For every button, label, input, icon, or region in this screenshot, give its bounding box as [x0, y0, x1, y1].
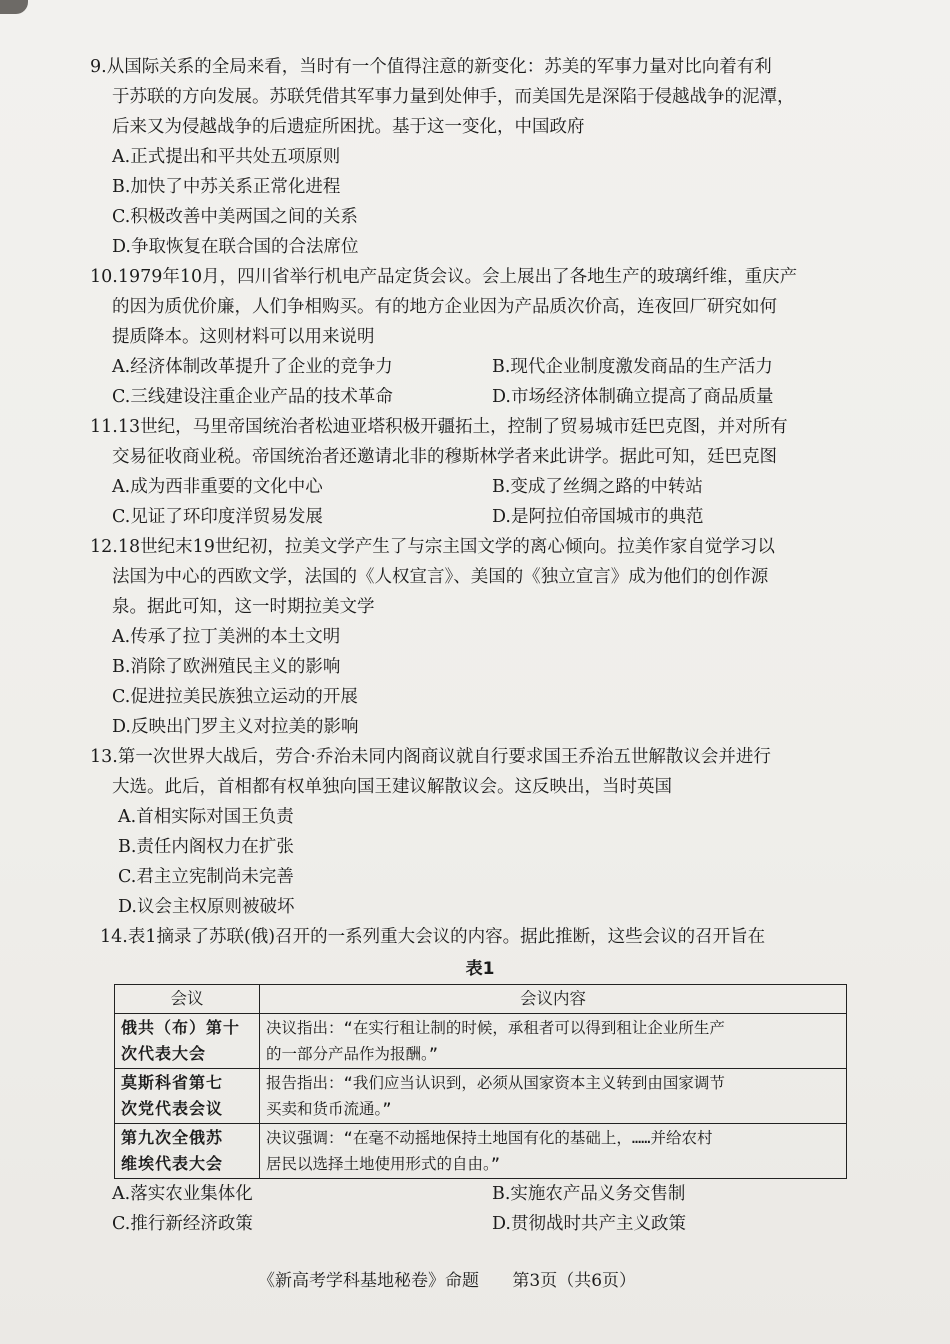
- question-10-line-3: 提质降本。这则材料可以用来说明: [112, 327, 375, 347]
- meeting-name-line: 次党代表会议: [121, 1099, 224, 1118]
- footer-title: 《新高考学科基地秘卷》命题: [258, 1271, 479, 1291]
- table-caption: 表1: [465, 959, 495, 979]
- question-14-option-a: A.落实农业集体化: [112, 1184, 253, 1204]
- meeting-content-line: 决议强调：“在毫不动摇地保持土地国有化的基础上，……并给农村: [266, 1129, 713, 1147]
- question-11-options-row-2: [90, 502, 870, 532]
- meeting-name-line: 维埃代表大会: [121, 1154, 224, 1173]
- meeting-name-line: 第九次全俄苏: [121, 1128, 224, 1147]
- table-cell-meeting-name: [115, 1069, 260, 1124]
- question-11-line-1: 11.13世纪，马里帝国统治者松迪亚塔积极开疆拓土，控制了贸易城市廷巴克图，并对所有: [90, 417, 788, 437]
- footer-page-number: 第3页（共6页）: [512, 1271, 637, 1291]
- table-cell-meeting-name: [115, 1014, 260, 1069]
- meeting-content-line: 报告指出：“我们应当认识到，必须从国家资本主义转到由国家调节: [266, 1074, 725, 1092]
- page-footer: [258, 1266, 636, 1291]
- question-12: [90, 532, 870, 742]
- question-10-option-a: A.经济体制改革提升了企业的竞争力: [112, 357, 393, 377]
- question-9: [90, 52, 870, 262]
- table-cell-meeting-content: [260, 1124, 847, 1179]
- question-14-option-b: B.实施农产品义务交售制: [492, 1184, 686, 1204]
- question-10: [90, 262, 870, 412]
- question-9-option-a: A.正式提出和平共处五项原则: [112, 147, 341, 167]
- questions-area: [90, 52, 870, 1239]
- table-cell-meeting-name: [115, 1124, 260, 1179]
- page-corner-shadow: [0, 0, 28, 14]
- question-13-option-d: D.议会主权原则被破坏: [118, 897, 295, 917]
- question-10-option-d: D.市场经济体制确立提高了商品质量: [492, 387, 774, 407]
- question-13: [90, 742, 870, 922]
- question-11-option-b: B.变成了丝绸之路的中转站: [492, 477, 703, 497]
- meeting-name-line: 次代表大会: [121, 1044, 207, 1063]
- question-14-options-row-1: [90, 1179, 870, 1209]
- question-9-line-1: 9.从国际关系的全局来看，当时有一个值得注意的新变化：苏美的军事力量对比向着有利: [90, 57, 772, 77]
- table-header-row: [115, 985, 847, 1014]
- question-10-option-c: C.三线建设注重企业产品的技术革命: [112, 387, 393, 407]
- question-12-line-2: 法国为中心的西欧文学，法国的《人权宣言》、美国的《独立宣言》成为他们的创作源: [112, 567, 769, 587]
- question-12-option-b: B.消除了欧洲殖民主义的影响: [112, 657, 341, 677]
- table-row: [115, 1069, 847, 1124]
- question-10-line-1: 10.1979年10月，四川省举行机电产品定货会议。会上展出了各地生产的玻璃纤维，重庆产: [90, 267, 798, 287]
- question-10-option-b: B.现代企业制度激发商品的生产活力: [492, 357, 773, 377]
- meeting-content-line: 居民以选择土地使用形式的自由。”: [266, 1155, 501, 1173]
- meeting-content-line: 买卖和货币流通。”: [266, 1100, 392, 1118]
- question-9-option-d: D.争取恢复在联合国的合法席位: [112, 237, 359, 257]
- question-9-option-c: C.积极改善中美两国之间的关系: [112, 207, 358, 227]
- question-9-line-3: 后来又为侵越战争的后遗症所困扰。基于这一变化，中国政府: [112, 117, 585, 137]
- table-header-meeting: 会议: [115, 985, 260, 1014]
- question-11-line-2: 交易征收商业税。帝国统治者还邀请北非的穆斯林学者来此讲学。据此可知，廷巴克图: [112, 447, 777, 467]
- question-13-option-a: A.首相实际对国王负责: [118, 807, 294, 827]
- meeting-name-line: 俄共（布）第十: [121, 1018, 241, 1037]
- question-10-options-row-2: [90, 382, 870, 412]
- question-14: [90, 922, 870, 1239]
- question-13-line-1: 13.第一次世界大战后，劳合·乔治未同内阁商议就自行要求国王乔治五世解散议会并进行: [90, 747, 771, 767]
- meetings-table: [114, 984, 847, 1179]
- question-9-line-2: 于苏联的方向发展。苏联凭借其军事力量到处伸手，而美国先是深陷于侵越战争的泥潭，: [112, 87, 795, 107]
- question-11-option-a: A.成为西非重要的文化中心: [112, 477, 323, 497]
- question-12-line-3: 泉。据此可知，这一时期拉美文学: [112, 597, 375, 617]
- question-12-option-c: C.促进拉美民族独立运动的开展: [112, 687, 358, 707]
- question-14-option-d: D.贯彻战时共产主义政策: [492, 1214, 686, 1234]
- table-cell-meeting-content: [260, 1069, 847, 1124]
- meeting-content-line: 的一部分产品作为报酬。”: [266, 1045, 439, 1063]
- table-cell-meeting-content: [260, 1014, 847, 1069]
- question-9-option-b: B.加快了中苏关系正常化进程: [112, 177, 341, 197]
- question-12-line-1: 12.18世纪末19世纪初，拉美文学产生了与宗主国文学的离心倾向。拉美作家自觉学习以: [90, 537, 775, 557]
- table-row: [115, 1124, 847, 1179]
- table-row: [115, 1014, 847, 1069]
- question-14-options-row-2: [90, 1209, 870, 1239]
- question-14-stem: 14.表1摘录了苏联(俄)召开的一系列重大会议的内容。据此推断，这些会议的召开旨在: [100, 927, 766, 947]
- meeting-name-line: 莫斯科省第七: [121, 1073, 224, 1092]
- question-11-option-c: C.见证了环印度洋贸易发展: [112, 507, 323, 527]
- question-13-option-c: C.君主立宪制尚未完善: [118, 867, 294, 887]
- question-12-option-a: A.传承了拉丁美洲的本土文明: [112, 627, 341, 647]
- question-13-line-2: 大选。此后，首相都有权单独向国王建议解散议会。这反映出，当时英国: [112, 777, 672, 797]
- question-11: [90, 412, 870, 532]
- table-header-content: 会议内容: [260, 985, 847, 1014]
- question-13-option-b: B.责任内阁权力在扩张: [118, 837, 294, 857]
- question-14-option-c: C.推行新经济政策: [112, 1214, 253, 1234]
- question-12-option-d: D.反映出门罗主义对拉美的影响: [112, 717, 359, 737]
- question-11-option-d: D.是阿拉伯帝国城市的典范: [492, 507, 704, 527]
- meeting-content-line: 决议指出：“在实行租让制的时候，承租者可以得到租让企业所生产: [266, 1019, 725, 1037]
- question-10-line-2: 的因为质优价廉，人们争相购买。有的地方企业因为产品质次价高，连夜回厂研究如何: [112, 297, 777, 317]
- question-10-options-row-1: [90, 352, 870, 382]
- question-11-options-row-1: [90, 472, 870, 502]
